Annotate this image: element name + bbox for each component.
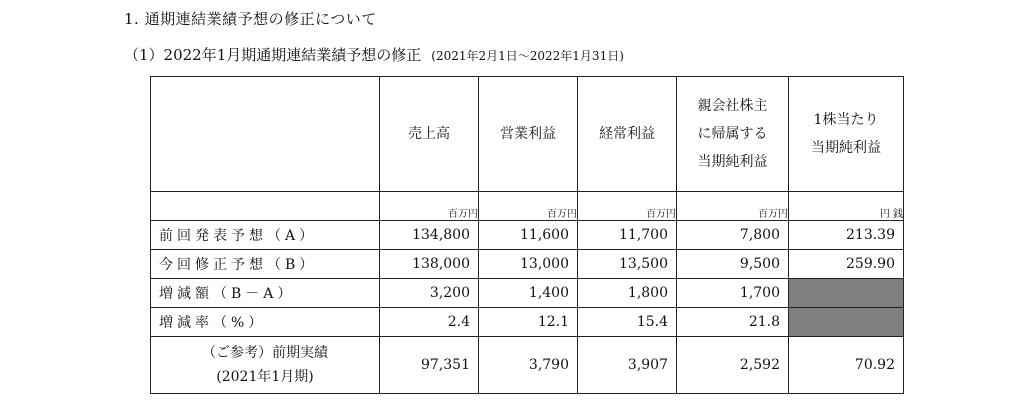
value-cell: 97,351 xyxy=(380,337,479,394)
value-cell: 259.90 xyxy=(789,250,904,279)
header-blank-cell xyxy=(151,77,380,192)
header-line: に帰属する xyxy=(697,126,768,142)
value-cell: 2,592 xyxy=(677,337,789,394)
value-cell: 1,700 xyxy=(677,279,789,308)
value-cell: 15.4 xyxy=(578,308,677,337)
table-row-revised-forecast xyxy=(151,250,904,279)
value-cell: 11,600 xyxy=(479,221,578,250)
row-label: 増減率（%） xyxy=(151,308,380,337)
value-cell: 12.1 xyxy=(479,308,578,337)
row-label: 今回修正予想（B） xyxy=(151,250,380,279)
section-heading: 1. 通期連結業績予想の修正について xyxy=(124,10,377,28)
value-cell: 11,700 xyxy=(578,221,677,250)
value-cell: 213.39 xyxy=(789,221,904,250)
shaded-cell xyxy=(789,308,904,337)
value-cell: 134,800 xyxy=(380,221,479,250)
value-cell: 138,000 xyxy=(380,250,479,279)
header-ordinary-income: 経常利益 xyxy=(578,77,677,192)
value-cell: 2.4 xyxy=(380,308,479,337)
table-row-change-rate xyxy=(151,308,904,337)
value-cell: 3,200 xyxy=(380,279,479,308)
row-label: 前回発表予想（A） xyxy=(151,221,380,250)
subsection-title: （1）2022年1月期通期連結業績予想の修正 xyxy=(124,46,422,64)
table-row-previous-forecast xyxy=(151,221,904,250)
header-line: 当期純利益 xyxy=(697,154,768,170)
unit-cell: 百万円 xyxy=(578,192,677,221)
value-cell: 3,790 xyxy=(479,337,578,394)
units-row xyxy=(151,192,904,221)
header-line: 1株当たり xyxy=(813,112,879,128)
value-cell: 13,000 xyxy=(479,250,578,279)
units-label-cell xyxy=(151,192,380,221)
forecast-revision-table xyxy=(150,76,904,394)
unit-cell: 百万円 xyxy=(677,192,789,221)
unit-cell: 円 銭 xyxy=(789,192,904,221)
shaded-cell xyxy=(789,279,904,308)
header-eps xyxy=(789,77,904,192)
unit-cell: 百万円 xyxy=(479,192,578,221)
forecast-period: (2021年2月1日～2022年1月31日) xyxy=(431,49,624,63)
value-cell: 1,800 xyxy=(578,279,677,308)
header-operating-income: 営業利益 xyxy=(479,77,578,192)
row-label-line: （ご参考）前期実績 xyxy=(202,345,328,361)
table-row-prior-results xyxy=(151,337,904,394)
table-header-row xyxy=(151,77,904,192)
value-cell: 7,800 xyxy=(677,221,789,250)
unit-cell: 百万円 xyxy=(380,192,479,221)
header-line: 当期純利益 xyxy=(811,140,881,156)
header-line: 親会社株主 xyxy=(697,98,768,114)
value-cell: 13,500 xyxy=(578,250,677,279)
value-cell: 3,907 xyxy=(578,337,677,394)
value-cell: 9,500 xyxy=(677,250,789,279)
row-label: 増減額（B－A） xyxy=(151,279,380,308)
header-net-income-parent xyxy=(677,77,789,192)
row-label xyxy=(151,337,380,394)
table-row-change-amount xyxy=(151,279,904,308)
row-label-line: (2021年1月期) xyxy=(216,369,314,385)
subsection-heading xyxy=(124,44,624,65)
value-cell: 70.92 xyxy=(789,337,904,394)
value-cell: 21.8 xyxy=(677,308,789,337)
value-cell: 1,400 xyxy=(479,279,578,308)
header-net-sales: 売上高 xyxy=(380,77,479,192)
